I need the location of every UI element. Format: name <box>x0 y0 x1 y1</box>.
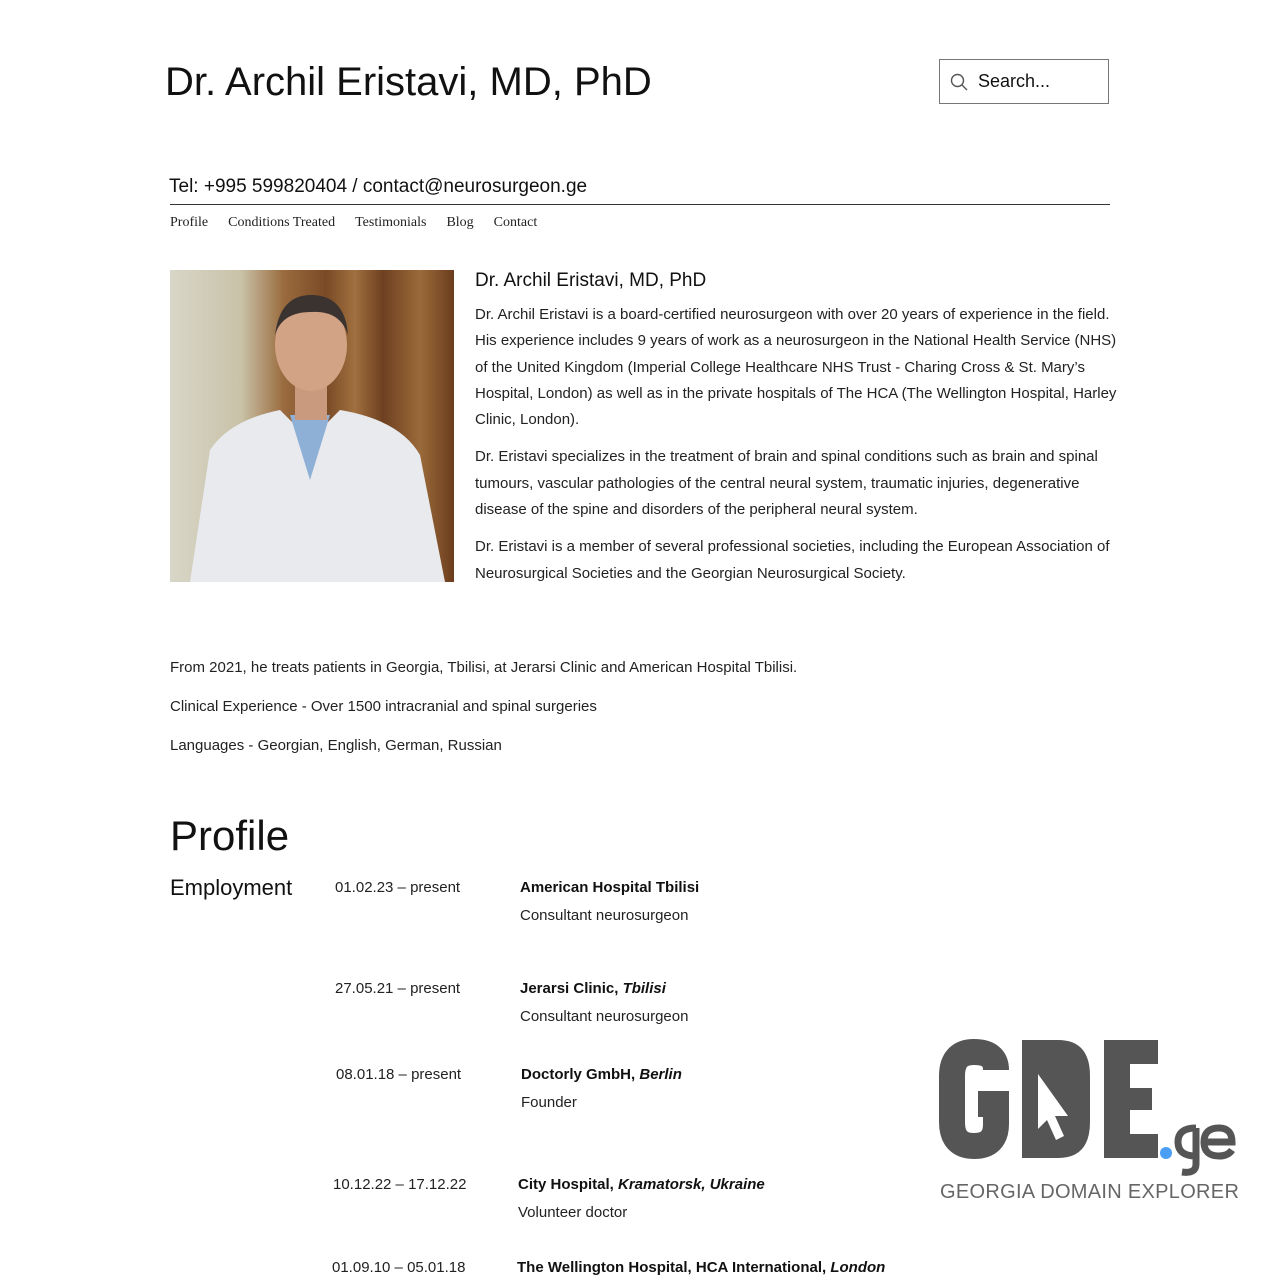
intro-section <box>475 270 1125 598</box>
entry-date: 01.02.23 – present <box>335 879 461 896</box>
nav-testimonials[interactable]: Testimonials <box>355 215 427 230</box>
fact-line: Languages - Georgian, English, German, Russian <box>170 737 502 754</box>
intro-paragraph: Dr. Archil Eristavi is a board-certified neurosurgeon with over 20 years of experience in the field. His experience includes 9 years of work as a neurosurgeon in the National Health Service (NHS) of the United Kingdom (Imperial College Healthcare NHS Trust - Charing Cross & St. Mary’s Hospital, London) as well as in the private hospitals of The HCA (The Wellington Hospital, Harley Clinic, London). <box>475 306 1117 429</box>
fact-line: From 2021, he treats patients in Georgia, Tbilisi, at Jerarsi Clinic and American Hospital Tbilisi. <box>170 659 798 676</box>
intro-heading: Dr. Archil Eristavi, MD, PhD <box>475 270 707 291</box>
profile-heading: Profile <box>170 812 290 859</box>
entry-org: Jerarsi Clinic, Tbilisi <box>520 980 666 997</box>
site-title[interactable]: Dr. Archil Eristavi, MD, PhD <box>165 60 652 104</box>
entry-date: 10.12.22 – 17.12.22 <box>333 1176 467 1193</box>
entry-date: 08.01.18 – present <box>336 1066 462 1083</box>
main-nav <box>170 215 537 231</box>
gde-watermark-logo <box>938 1036 1238 1206</box>
entry-role: Founder <box>521 1094 577 1111</box>
intro-paragraph: Dr. Eristavi is a member of several professional societies, including the European Association of Neurosurgical Societies and the Georgian Neurosurgical Society. <box>475 538 1110 582</box>
search-input[interactable] <box>978 71 1098 92</box>
entry-date: 27.05.21 – present <box>335 980 461 997</box>
doctor-photo <box>170 270 454 582</box>
search-box[interactable] <box>939 59 1109 104</box>
entry-role: Volunteer doctor <box>518 1204 628 1221</box>
entry-org: City Hospital, Kramatorsk, Ukraine <box>518 1176 765 1193</box>
entry-role: Consultant neurosurgeon <box>520 1008 689 1025</box>
entry-org: American Hospital Tbilisi <box>520 879 700 896</box>
entry-date: 01.09.10 – 05.01.18 <box>332 1259 466 1276</box>
nav-profile[interactable]: Profile <box>170 215 209 230</box>
divider <box>170 204 1110 205</box>
search-icon <box>950 73 968 91</box>
entry-org: Doctorly GmbH, Berlin <box>521 1066 682 1083</box>
nav-conditions-treated[interactable]: Conditions Treated <box>228 215 336 230</box>
nav-blog[interactable]: Blog <box>446 215 474 230</box>
employment-heading: Employment <box>170 875 293 900</box>
nav-contact[interactable]: Contact <box>493 215 538 230</box>
fact-line: Clinical Experience - Over 1500 intracranial and spinal surgeries <box>170 698 597 715</box>
contact-line: Tel: +995 599820404 / contact@neurosurgeon.ge <box>169 176 588 197</box>
entry-role: Consultant neurosurgeon <box>520 907 689 924</box>
entry-org: The Wellington Hospital, HCA International, London <box>517 1259 886 1276</box>
watermark-tagline: GEORGIA DOMAIN EXPLORER <box>940 1181 1240 1203</box>
intro-paragraph: Dr. Eristavi specializes in the treatment of brain and spinal conditions such as brain and spinal tumours, vascular pathologies of the central neural system, traumatic injuries, degenerative disease of the spine and disorders of the peripheral neural system. <box>475 448 1098 519</box>
